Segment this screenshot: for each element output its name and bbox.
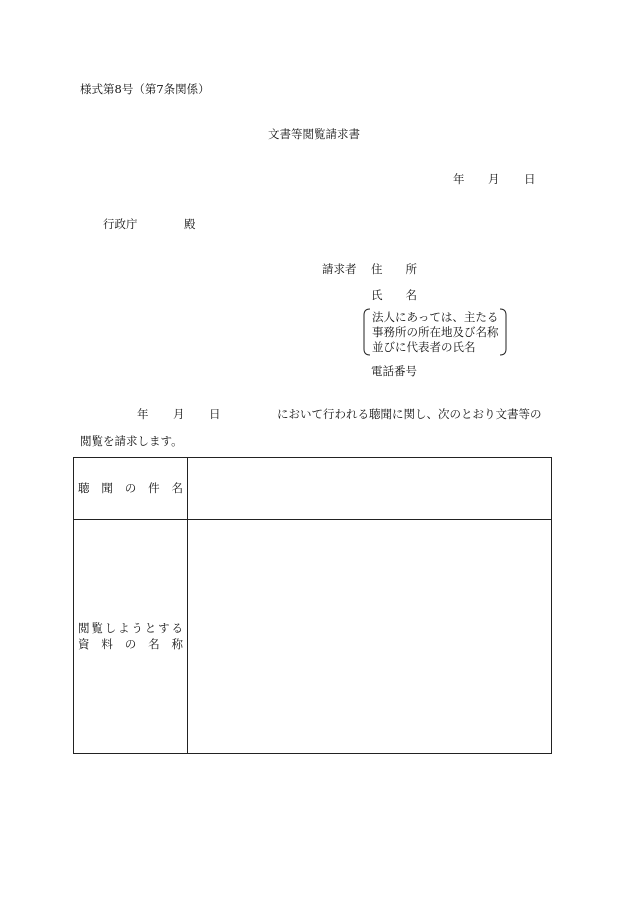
hearing-subject-label: 聴 聞 の 件 名 xyxy=(78,480,183,495)
phone-label: 電話番号 xyxy=(371,364,417,378)
corporate-note-line-1: 法人にあっては、主たる xyxy=(372,310,499,324)
date-month-label: 月 xyxy=(488,172,500,186)
hearing-subject-field[interactable] xyxy=(188,458,552,520)
materials-label-line-1: 閲覧しようとする xyxy=(78,620,183,635)
requester-label: 請求者 xyxy=(322,262,357,276)
body-day-label: 日 xyxy=(209,407,221,421)
date-year-label: 年 xyxy=(453,172,465,186)
body-year-label: 年 xyxy=(137,407,149,421)
hearing-subject-label-cell xyxy=(74,458,188,520)
materials-name-field[interactable] xyxy=(188,520,552,754)
date-day-label: 日 xyxy=(524,172,536,186)
materials-label-cell xyxy=(74,520,188,754)
table-row-hearing xyxy=(74,458,552,520)
body-month-label: 月 xyxy=(173,407,185,421)
table-row-materials xyxy=(74,520,552,754)
request-table xyxy=(73,457,552,754)
addressee-honorific: 殿 xyxy=(184,217,196,231)
corporate-note-line-3: 並びに代表者の氏名 xyxy=(372,340,476,354)
corporate-note-line-2: 事務所の所在地及び名称 xyxy=(372,325,499,339)
form-number: 様式第8号（第7条関係） xyxy=(80,82,210,96)
materials-label-line-2: 資 料 の 名 称 xyxy=(78,636,183,651)
addressee-office: 行政庁 xyxy=(103,217,138,231)
address-label: 住 所 xyxy=(371,262,417,276)
document-title: 文書等閲覧請求書 xyxy=(268,127,360,141)
name-label: 氏 名 xyxy=(371,288,417,302)
body-text-line-2: 閲覧を請求します。 xyxy=(80,434,183,448)
body-text-line-1: において行われる聴聞に関し、次のとおり文書等の xyxy=(277,407,542,421)
corporate-note xyxy=(362,308,508,356)
